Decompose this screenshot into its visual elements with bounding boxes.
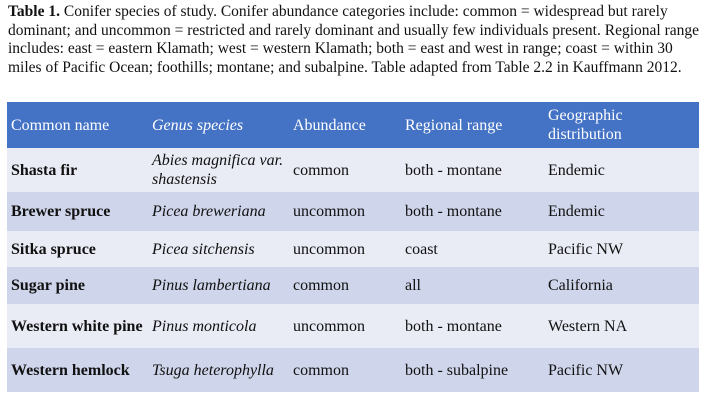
caption-text: Conifer species of study. Conifer abundance categories include: common = widespread but rarely dominant; and uncommon = restricted and rarely dominant and usually few individuals present. Regional range includes: east = eastern Klamath; west = western Klamath; both = east and west in range; coast = within 30 miles of Pacific Ocean; foothills; montane; and subalpine. Table adapted from Table 2.2 in Kauffmann 2012. — [8, 3, 699, 76]
table-row — [7, 192, 699, 231]
cell-distribution: Endemic — [544, 148, 699, 192]
cell-genus-species: Abies magnifica var. shastensis — [148, 148, 289, 192]
cell-abundance: uncommon — [289, 231, 401, 267]
cell-regional-range: coast — [401, 231, 544, 267]
table-row — [7, 348, 699, 392]
table-row — [7, 267, 699, 304]
cell-distribution: Endemic — [544, 192, 699, 231]
table-row — [7, 148, 699, 192]
cell-genus-species: Picea breweriana — [148, 192, 289, 231]
cell-genus-species: Pinus monticola — [148, 304, 289, 348]
caption-label: Table 1. — [8, 3, 60, 20]
table-caption — [8, 3, 700, 77]
cell-abundance: common — [289, 348, 401, 392]
cell-regional-range: all — [401, 267, 544, 304]
cell-regional-range: both - subalpine — [401, 348, 544, 392]
cell-genus-species: Tsuga heterophylla — [148, 348, 289, 392]
cell-common-name: Western white pine — [7, 304, 148, 348]
table-body — [7, 148, 699, 392]
table-header — [7, 102, 699, 148]
cell-common-name: Sitka spruce — [7, 231, 148, 267]
cell-common-name: Sugar pine — [7, 267, 148, 304]
cell-distribution: Pacific NW — [544, 348, 699, 392]
table-row — [7, 231, 699, 267]
header-row — [7, 102, 699, 148]
cell-abundance: uncommon — [289, 304, 401, 348]
cell-common-name: Western hemlock — [7, 348, 148, 392]
cell-distribution: California — [544, 267, 699, 304]
cell-distribution: Western NA — [544, 304, 699, 348]
cell-abundance: common — [289, 267, 401, 304]
cell-distribution: Pacific NW — [544, 231, 699, 267]
table-row — [7, 304, 699, 348]
header-genus-species: Genus species — [148, 102, 289, 148]
cell-regional-range: both - montane — [401, 148, 544, 192]
cell-regional-range: both - montane — [401, 192, 544, 231]
header-regional-range: Regional range — [401, 102, 544, 148]
header-geographic-distribution: Geographic distribution — [544, 102, 699, 148]
cell-genus-species: Pinus lambertiana — [148, 267, 289, 304]
cell-genus-species: Picea sitchensis — [148, 231, 289, 267]
cell-common-name: Brewer spruce — [7, 192, 148, 231]
header-common-name: Common name — [7, 102, 148, 148]
cell-abundance: uncommon — [289, 192, 401, 231]
cell-regional-range: both - montane — [401, 304, 544, 348]
species-table — [7, 102, 699, 392]
header-abundance: Abundance — [289, 102, 401, 148]
cell-abundance: common — [289, 148, 401, 192]
cell-common-name: Shasta fir — [7, 148, 148, 192]
